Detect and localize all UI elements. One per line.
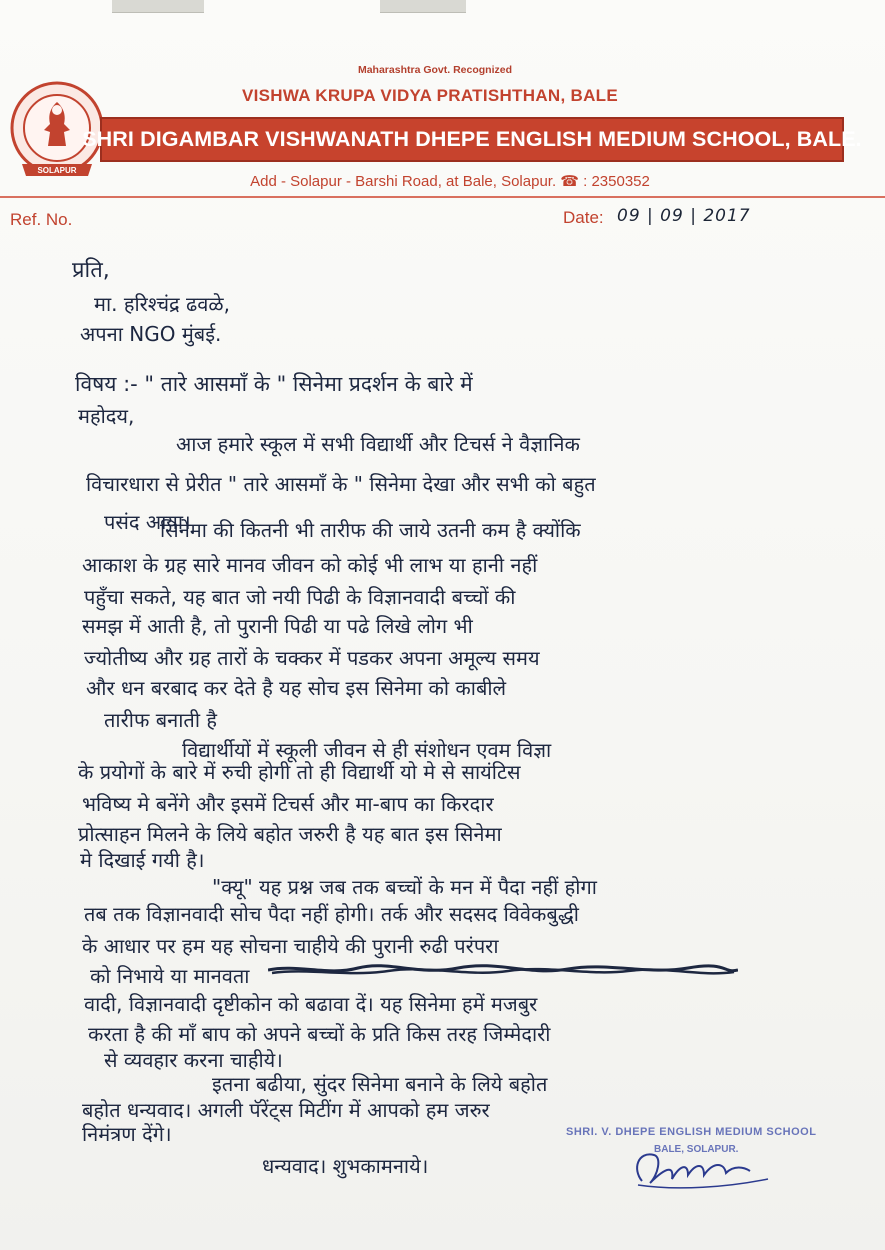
letter-line: तब तक विज्ञानवादी सोच पैदा नहीं होगी। तर्क और सदसद विवेकबुद्धी: [84, 902, 579, 926]
tape-strip: [112, 0, 204, 13]
letter-line: और धन बरबाद कर देते है यह सोच इस सिनेमा को काबीले: [86, 676, 507, 700]
letter-line: आकाश के ग्रह सारे मानव जीवन को कोई भी लाभ या हानी नहीं: [82, 553, 538, 577]
letter-line: बहोत धन्यवाद। अगली पॅरेंट्स मिटींग में आपको हम जरुर: [82, 1098, 490, 1122]
subject-line: विषय :- " तारे आसमाँ के " सिनेमा प्रदर्शन के बारे में: [75, 372, 473, 396]
recipient-name: मा. हरिश्चंद्र ढवळे,: [94, 292, 230, 316]
letter-line: करता है की माँ बाप को अपने बच्चों के प्रति किस तरह जिम्मेदारी: [88, 1022, 551, 1046]
closing-line: धन्यवाद। शुभकामनाये।: [262, 1154, 429, 1178]
tape-strip: [380, 0, 466, 13]
govt-recognition: Maharashtra Govt. Recognized: [357, 64, 513, 76]
stamp-line-2: BALE, SOLAPUR.: [654, 1144, 739, 1155]
handwritten-signature: [628, 1145, 778, 1195]
letter-line: मे दिखाई गयी है।: [80, 848, 205, 872]
date-value: 09 | 09 | 2017: [617, 206, 751, 226]
stamp-line-1: SHRI. V. DHEPE ENGLISH MEDIUM SCHOOL: [566, 1126, 817, 1138]
letter-line: समझ में आती है, तो पुरानी पिढी या पढे लिखे लोग भी: [82, 614, 473, 638]
letter-line: वादी, विज्ञानवादी दृष्टीकोन को बढावा दें। यह सिनेमा हमें मजबुर: [84, 992, 538, 1016]
recipient-org: अपना NGO मुंबई.: [80, 322, 222, 346]
salutation: प्रति,: [72, 258, 110, 283]
letter-line: भविष्य मे बनेंगे और इसमें टिचर्स और मा-बाप का किरदार: [82, 792, 494, 816]
letter-line: विचारधारा से प्रेरीत " तारे आसमाँ के " सिनेमा देखा और सभी को बहुत: [86, 472, 596, 496]
letterhead-divider: [0, 196, 885, 198]
school-name: SHRI DIGAMBAR VISHWANATH DHEPE ENGLISH MEDIUM SCHOOL, BALE.: [82, 127, 862, 151]
greeting: महोदय,: [78, 404, 135, 428]
letter-line: विद्यार्थीयों में स्कूली जीवन से ही संशोधन एवम विज्ञा: [182, 738, 552, 762]
trust-name: VISHWA KRUPA VIDYA PRATISHTHAN, BALE: [241, 86, 618, 105]
letter-line: ज्योतीष्य और ग्रह तारों के चक्कर में पडकर अपना अमूल्य समय: [84, 646, 540, 670]
letter-line: सिनेमा की कितनी भी तारीफ की जाये उतनी कम है क्योंकि: [160, 518, 581, 542]
letter-line: प्रोत्साहन मिलने के लिये बहोत जरुरी है यह बात इस सिनेमा: [78, 822, 502, 846]
letter-line: निमंत्रण देंगे।: [82, 1122, 172, 1146]
letter-line: को निभाये या मानवता: [90, 964, 250, 988]
letter-line: के आधार पर हम यह सोचना चाहीये की पुरानी रुढी परंपरा: [82, 934, 499, 958]
letter-line: "क्यू" यह प्रश्न जब तक बच्चों के मन में पैदा नहीं होगा: [212, 875, 597, 899]
letter-line: पसंद आया।: [104, 510, 191, 534]
school-name-banner: [82, 117, 862, 162]
ref-number-label: Ref. No.: [10, 210, 73, 229]
date-label: Date:: [563, 208, 604, 227]
logo-caption: SOLAPUR: [37, 166, 77, 175]
letter-line: पहुँचा सकते, यह बात जो नयी पिढी के विज्ञानवादी बच्चों की: [84, 585, 516, 609]
letter-line: से व्यवहार करना चाहीये।: [104, 1048, 283, 1072]
scribble-strikeout: [268, 962, 738, 978]
letter-line: तारीफ बनाती है: [104, 708, 217, 732]
school-address: Add - Solapur - Barshi Road, at Bale, Solapur. ☎ : 2350352: [250, 173, 650, 190]
letter-line: इतना बढीया, सुंदर सिनेमा बनाने के लिये बहोत: [212, 1072, 548, 1096]
letter-line: आज हमारे स्कूल में सभी विद्यार्थी और टिचर्स ने वैज्ञानिक: [176, 432, 580, 456]
letter-line: के प्रयोगों के बारे में रुची होगी तो ही विद्यार्थी यो मे से सायंटिस: [78, 760, 521, 784]
